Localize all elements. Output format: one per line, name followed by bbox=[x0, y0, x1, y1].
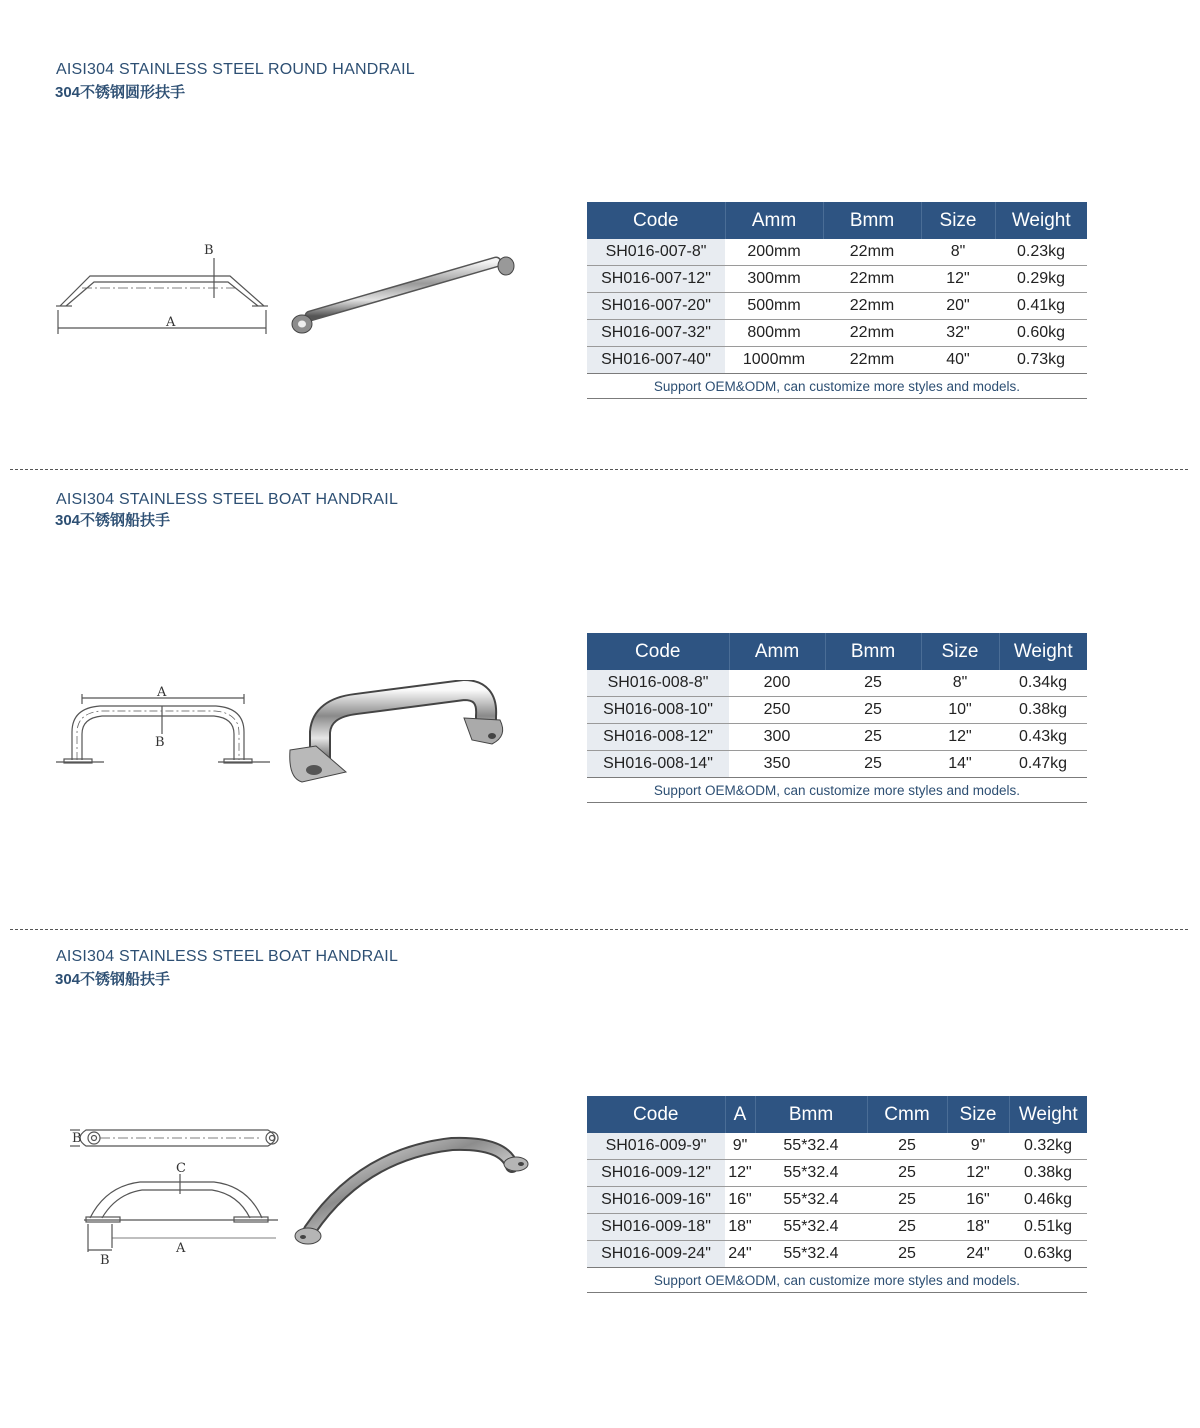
cell-code: SH016-007-32" bbox=[587, 320, 725, 347]
cell-size: 8" bbox=[921, 670, 999, 697]
cell-weight: 0.51kg bbox=[1009, 1214, 1087, 1241]
column-header: Code bbox=[587, 1096, 725, 1133]
boat-handrail-2-drawing bbox=[66, 1118, 288, 1270]
dim-label-a: A bbox=[176, 1241, 186, 1256]
table-note: Support OEM&ODM, can customize more styles and models. bbox=[587, 1268, 1087, 1293]
cell-size: 10" bbox=[921, 697, 999, 724]
table-row bbox=[587, 1187, 1087, 1214]
cell-a: 16" bbox=[725, 1187, 755, 1214]
cell-c: 25 bbox=[867, 1187, 947, 1214]
cell-b: 25 bbox=[825, 724, 921, 751]
dim-label-c: C bbox=[176, 1161, 186, 1176]
cell-b: 55*32.4 bbox=[755, 1241, 867, 1268]
table-note-row bbox=[587, 778, 1087, 803]
cell-code: SH016-009-12" bbox=[587, 1160, 725, 1187]
table-row bbox=[587, 1133, 1087, 1160]
cell-a: 12" bbox=[725, 1160, 755, 1187]
cell-size: 24" bbox=[947, 1241, 1009, 1268]
table-row bbox=[587, 1241, 1087, 1268]
cell-b: 55*32.4 bbox=[755, 1187, 867, 1214]
cell-weight: 0.34kg bbox=[999, 670, 1087, 697]
cell-c: 25 bbox=[867, 1133, 947, 1160]
cell-c: 25 bbox=[867, 1160, 947, 1187]
cell-b: 22mm bbox=[823, 347, 921, 374]
column-header: Size bbox=[921, 633, 999, 670]
cell-a: 18" bbox=[725, 1214, 755, 1241]
cell-code: SH016-008-12" bbox=[587, 724, 729, 751]
cell-size: 18" bbox=[947, 1214, 1009, 1241]
section-1-title-cn: 304不锈钢圆形扶手 bbox=[55, 84, 186, 101]
cell-a: 300mm bbox=[725, 266, 823, 293]
table-note-row bbox=[587, 1268, 1087, 1293]
cell-size: 16" bbox=[947, 1187, 1009, 1214]
cell-size: 14" bbox=[921, 751, 999, 778]
table-row bbox=[587, 670, 1087, 697]
cell-weight: 0.73kg bbox=[995, 347, 1087, 374]
boat-handrail-photo bbox=[286, 680, 512, 790]
cell-a: 24" bbox=[725, 1241, 755, 1268]
cell-code: SH016-009-24" bbox=[587, 1241, 725, 1268]
section-1-title-en: AISI304 STAINLESS STEEL ROUND HANDRAIL bbox=[56, 61, 415, 78]
table-row bbox=[587, 293, 1087, 320]
cell-size: 32" bbox=[921, 320, 995, 347]
dim-label-b-top: B bbox=[72, 1131, 82, 1146]
dim-label-a: A bbox=[157, 685, 167, 700]
cell-code: SH016-009-9" bbox=[587, 1133, 725, 1160]
column-header: Bmm bbox=[823, 202, 921, 239]
round-handrail-photo bbox=[286, 250, 518, 340]
section-divider bbox=[10, 469, 1188, 470]
round-handrail-drawing bbox=[52, 238, 282, 338]
cell-weight: 0.23kg bbox=[995, 239, 1087, 266]
table-header-row bbox=[587, 1096, 1087, 1133]
cell-b: 22mm bbox=[823, 293, 921, 320]
table-row bbox=[587, 724, 1087, 751]
dim-label-b: B bbox=[155, 735, 165, 750]
column-header: Code bbox=[587, 633, 729, 670]
cell-weight: 0.43kg bbox=[999, 724, 1087, 751]
column-header: Bmm bbox=[755, 1096, 867, 1133]
dim-label-b: B bbox=[100, 1253, 110, 1268]
table-header-row bbox=[587, 633, 1087, 670]
table-note: Support OEM&ODM, can customize more styles and models. bbox=[587, 778, 1087, 803]
cell-weight: 0.60kg bbox=[995, 320, 1087, 347]
cell-size: 40" bbox=[921, 347, 995, 374]
cell-a: 9" bbox=[725, 1133, 755, 1160]
cell-code: SH016-007-40" bbox=[587, 347, 725, 374]
column-header: Amm bbox=[725, 202, 823, 239]
cell-c: 25 bbox=[867, 1214, 947, 1241]
column-header: Size bbox=[947, 1096, 1009, 1133]
section-2-title-cn: 304不锈钢船扶手 bbox=[55, 512, 171, 529]
cell-weight: 0.63kg bbox=[1009, 1241, 1087, 1268]
cell-b: 22mm bbox=[823, 266, 921, 293]
table-row bbox=[587, 320, 1087, 347]
cell-code: SH016-007-12" bbox=[587, 266, 725, 293]
cell-weight: 0.41kg bbox=[995, 293, 1087, 320]
table-row bbox=[587, 1214, 1087, 1241]
cell-b: 55*32.4 bbox=[755, 1214, 867, 1241]
cell-b: 55*32.4 bbox=[755, 1133, 867, 1160]
cell-a: 300 bbox=[729, 724, 825, 751]
table-row bbox=[587, 266, 1087, 293]
column-header: Weight bbox=[1009, 1096, 1087, 1133]
cell-code: SH016-008-14" bbox=[587, 751, 729, 778]
table-row bbox=[587, 697, 1087, 724]
cell-b: 25 bbox=[825, 670, 921, 697]
cell-a: 800mm bbox=[725, 320, 823, 347]
cell-size: 12" bbox=[921, 266, 995, 293]
cell-a: 500mm bbox=[725, 293, 823, 320]
cell-a: 1000mm bbox=[725, 347, 823, 374]
cell-size: 12" bbox=[921, 724, 999, 751]
cell-code: SH016-008-8" bbox=[587, 670, 729, 697]
column-header: Size bbox=[921, 202, 995, 239]
cell-c: 25 bbox=[867, 1241, 947, 1268]
cell-code: SH016-007-20" bbox=[587, 293, 725, 320]
column-header: Amm bbox=[729, 633, 825, 670]
cell-size: 9" bbox=[947, 1133, 1009, 1160]
table-row bbox=[587, 751, 1087, 778]
table-note: Support OEM&ODM, can customize more styles and models. bbox=[587, 374, 1087, 399]
cell-weight: 0.47kg bbox=[999, 751, 1087, 778]
section-divider bbox=[10, 929, 1188, 930]
cell-b: 22mm bbox=[823, 239, 921, 266]
cell-weight: 0.29kg bbox=[995, 266, 1087, 293]
cell-a: 200 bbox=[729, 670, 825, 697]
cell-code: SH016-007-8" bbox=[587, 239, 725, 266]
cell-b: 22mm bbox=[823, 320, 921, 347]
cell-weight: 0.46kg bbox=[1009, 1187, 1087, 1214]
dim-label-a: A bbox=[166, 315, 176, 330]
table-row bbox=[587, 347, 1087, 374]
boat-handrail-table-1 bbox=[587, 633, 1087, 803]
table-row bbox=[587, 1160, 1087, 1187]
cell-size: 12" bbox=[947, 1160, 1009, 1187]
table-header-row bbox=[587, 202, 1087, 239]
cell-weight: 0.38kg bbox=[999, 697, 1087, 724]
table-row bbox=[587, 239, 1087, 266]
section-3-title-cn: 304不锈钢船扶手 bbox=[55, 971, 171, 988]
cell-code: SH016-008-10" bbox=[587, 697, 729, 724]
cell-b: 25 bbox=[825, 751, 921, 778]
section-3-title-en: AISI304 STAINLESS STEEL BOAT HANDRAIL bbox=[56, 948, 399, 965]
table-note-row bbox=[587, 374, 1087, 399]
dim-label-b: B bbox=[204, 243, 214, 258]
cell-weight: 0.38kg bbox=[1009, 1160, 1087, 1187]
column-header: A bbox=[725, 1096, 755, 1133]
column-header: Code bbox=[587, 202, 725, 239]
column-header: Bmm bbox=[825, 633, 921, 670]
cell-size: 20" bbox=[921, 293, 995, 320]
cell-b: 55*32.4 bbox=[755, 1160, 867, 1187]
cell-a: 250 bbox=[729, 697, 825, 724]
boat-handrail-table-2 bbox=[587, 1096, 1087, 1293]
cell-size: 8" bbox=[921, 239, 995, 266]
cell-weight: 0.32kg bbox=[1009, 1133, 1087, 1160]
column-header: Weight bbox=[995, 202, 1087, 239]
cell-a: 350 bbox=[729, 751, 825, 778]
column-header: Cmm bbox=[867, 1096, 947, 1133]
section-2-title-en: AISI304 STAINLESS STEEL BOAT HANDRAIL bbox=[56, 491, 399, 508]
cell-a: 200mm bbox=[725, 239, 823, 266]
cell-code: SH016-009-16" bbox=[587, 1187, 725, 1214]
cell-code: SH016-009-18" bbox=[587, 1214, 725, 1241]
round-handrail-table bbox=[587, 202, 1087, 399]
boat-handrail-2-photo bbox=[292, 1134, 532, 1250]
cell-b: 25 bbox=[825, 697, 921, 724]
boat-handrail-drawing bbox=[52, 682, 278, 772]
column-header: Weight bbox=[999, 633, 1087, 670]
